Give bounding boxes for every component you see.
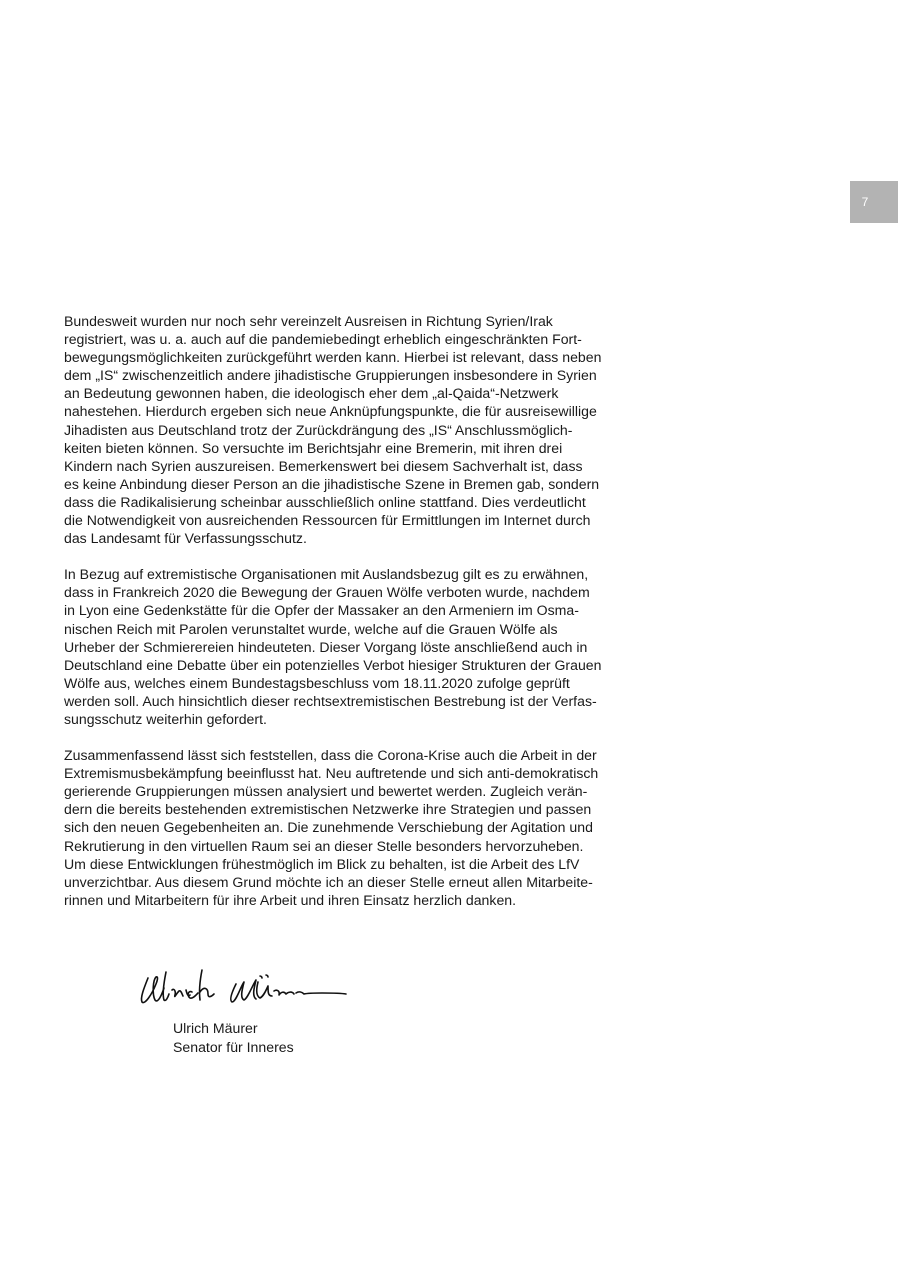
text-line: dass in Frankreich 2020 die Bewegung der Grauen Wölfe verboten wurde, nachdem: [64, 584, 590, 601]
text-line: Jihadisten aus Deutschland trotz der Zurückdrängung des „IS“ Anschlussmöglich-: [64, 421, 573, 438]
text-line: sungsschutz weiterhin gefordert.: [64, 710, 267, 727]
text-line: in Lyon eine Gedenkstätte für die Opfer der Massaker an den Armeniern im Osma-: [64, 602, 579, 619]
text-line: dass die Radikalisierung scheinbar ausschließlich online stattfand. Dies verdeutlicht: [64, 493, 586, 510]
text-line: an Bedeutung gewonnen haben, die ideologisch eher dem „al-Qaida“-Netzwerk: [64, 385, 559, 402]
text-line: registriert, was u. a. auch auf die pandemiebedingt erheblich eingeschränkten Fort-: [64, 331, 582, 348]
text-line: unverzichtbar. Aus diesem Grund möchte ich an dieser Stelle erneut allen Mitarbeite-: [64, 873, 593, 890]
page-number: 7: [861, 195, 869, 209]
signatory-block: [173, 1019, 294, 1056]
handwritten-signature: [136, 964, 356, 1012]
text-line: dern die bereits bestehenden extremistischen Netzwerke ihre Strategien und passen: [64, 801, 592, 818]
page-number-tab: [850, 181, 898, 223]
body-text: [64, 312, 624, 927]
text-line: das Landesamt für Verfassungsschutz.: [64, 530, 307, 547]
text-line: die Notwendigkeit von ausreichenden Ressourcen für Ermittlungen im Internet durch: [64, 512, 591, 529]
text-line: Wölfe aus, welches einem Bundestagsbeschluss vom 18.11.2020 zufolge geprüft: [64, 674, 570, 691]
text-line: sich den neuen Gegebenheiten an. Die zunehmende Verschiebung der Agitation und: [64, 819, 593, 836]
paragraph-3: [64, 746, 624, 909]
text-line: Deutschland eine Debatte über ein potenzielles Verbot hiesiger Strukturen der Grauen: [64, 656, 602, 673]
text-line: nischen Reich mit Parolen verunstaltet wurde, welche auf die Grauen Wölfe als: [64, 620, 558, 637]
text-line: es keine Anbindung dieser Person an die jihadistische Szene in Bremen gab, sondern: [64, 475, 600, 492]
signatory-title: Senator für Inneres: [173, 1038, 294, 1055]
text-line: Urheber der Schmierereien hindeuteten. Dieser Vorgang löste anschließend auch in: [64, 638, 588, 655]
text-line: Zusammenfassend lässt sich feststellen, dass die Corona-Krise auch die Arbeit in der: [64, 747, 597, 764]
text-line: Bundesweit wurden nur noch sehr vereinzelt Ausreisen in Richtung Syrien/Irak: [64, 313, 553, 329]
paragraph-2: [64, 565, 624, 728]
signatory-name: Ulrich Mäurer: [173, 1020, 258, 1036]
text-line: dem „IS“ zwischenzeitlich andere jihadistische Gruppierungen insbesondere in Syrien: [64, 367, 597, 384]
text-line: Um diese Entwicklungen frühestmöglich im Blick zu behalten, ist die Arbeit des LfV: [64, 855, 580, 872]
text-line: Kindern nach Syrien auszureisen. Bemerkenswert bei diesem Sachverhalt ist, dass: [64, 457, 583, 474]
text-line: keiten bieten können. So versuchte im Berichtsjahr eine Bremerin, mit ihren drei: [64, 439, 563, 456]
text-line: rinnen und Mitarbeitern für ihre Arbeit und ihren Einsatz herzlich danken.: [64, 891, 517, 908]
paragraph-1: [64, 312, 624, 547]
text-line: werden soll. Auch hinsichtlich dieser rechtsextremistischen Bestrebung ist der Verfas-: [64, 692, 597, 709]
text-line: bewegungsmöglichkeiten zurückgeführt werden kann. Hierbei ist relevant, dass neben: [64, 349, 602, 366]
text-line: Rekrutierung in den virtuellen Raum sei an dieser Stelle besonders hervorzuheben.: [64, 837, 584, 854]
text-line: Extremismusbekämpfung beeinflusst hat. Neu auftretende und sich anti-demokratisch: [64, 765, 599, 782]
text-line: In Bezug auf extremistische Organisationen mit Auslandsbezug gilt es zu erwähnen,: [64, 566, 589, 583]
text-line: gerierende Gruppierungen müssen analysiert und bewertet werden. Zugleich verän-: [64, 783, 588, 800]
text-line: nahestehen. Hierdurch ergeben sich neue Anknüpfungspunkte, die für ausreisewillige: [64, 403, 597, 420]
